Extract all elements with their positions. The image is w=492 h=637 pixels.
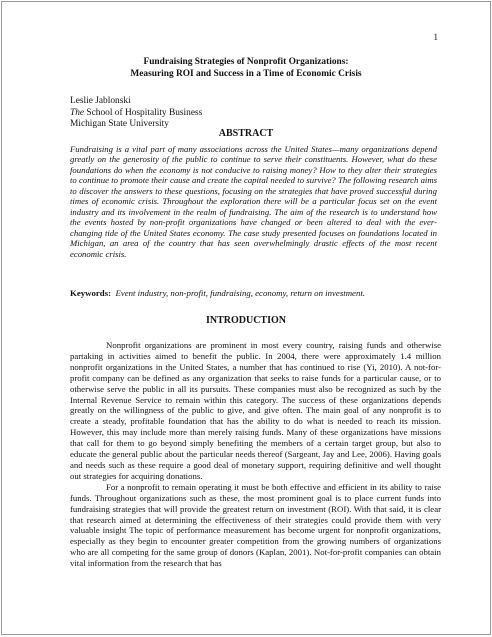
paragraph: For a nonprofit to remain operating it must be both effective and efficient in its ability to raise funds. Throughout organizations such as these, the most prominent goal is to place current funds into fundraising strategies that will provide the greatest return on investment (ROI). With that said, it is clear that research aimed at determining the effectiveness of their strategies could provide them with very valuable insight The topic of performance measurement has become urgent for nonprofit organizations, especially as they begin to encounter greater competition from the growing numbers of organizations who are all competing for the same group of donors (Kaplan, 2001). Not-for-profit companies can obtain vital information from the research that has <box>70 481 441 569</box>
paragraph: Nonprofit organizations are prominent in most every country, raising funds and otherwise partaking in activities aimed to benefit the public. In 2004, there were approximately 1.4 million nonprofit organizations in the United States, a number that has continued to rise (Yi, 2010). A not-for-profit company can be defined as any organization that seeks to raise funds for a particular cause, or to otherwise serve the public in all its pursuits. These companies must also be recognized as such by the Internal Revenue Service to remain within this category. The success of these organizations depends greatly on the willingness of the public to give, and give often. The main goal of any nonprofit is to create a steady, profitable foundation that has the ability to do what is needed to reach its mission. However, this may include more than merely raising funds. Many of these organizations have missions that call for them to go beyond simply benefiting the members of a certain target group, but also to educate the general public about the particular needs thereof (Sargeant, Jay and Lee, 2006). Having goals and needs such as these require a good deal of monetary support, requiring definitive and well thought out strategies for acquiring donations. <box>70 340 441 481</box>
page-number: 1 <box>433 32 438 42</box>
keywords-label: Keywords: <box>70 288 112 298</box>
introduction-heading: INTRODUCTION <box>205 315 286 326</box>
abstract-text: Fundraising is a vital part of many associations across the United States—many organizations depend greatly on the generosity of the public to continue to serve their constituents. However, what do these foundations do when the economy is not conducive to raising money? How to they alter their strategies to continue to promote their cause and create the capital needed to survive? The following research aims to discover the answers to these questions, focusing on the strategies that have proved successful during times of economic crisis. Throughout the exploration there will be a particular focus set on the event industry and its involvement in the realm of fundraising. The aim of the research is to understand how the events hosted by non-profit organizations have changed or been altered to deal with the ever-changing tide of the United States economy. The case study presented focuses on foundations located in Michigan, an area of the country that has seen overwhelmingly drastic effects of the most recent economic crisis. <box>70 144 437 259</box>
author-school <box>70 108 202 120</box>
author-school-name: School of Hospitality Business <box>84 107 203 118</box>
author-school-article: The <box>70 107 85 118</box>
keywords <box>70 288 440 299</box>
paper-title <box>2 56 490 80</box>
author-name: Leslie Jablonski <box>70 96 131 106</box>
author-university: Michigan State University <box>70 119 169 129</box>
keywords-text: Event industry, non-profit, fundraising, economy, return on investment. <box>115 288 365 298</box>
introduction-body <box>70 340 441 569</box>
abstract-heading: ABSTRACT <box>218 128 274 139</box>
title-line-2: Measuring ROI and Success in a Time of Economic Crisis <box>130 69 362 79</box>
document-page <box>1 1 491 635</box>
author-block <box>70 96 202 131</box>
title-line-1: Fundraising Strategies of Nonprofit Organizations: <box>143 57 349 67</box>
